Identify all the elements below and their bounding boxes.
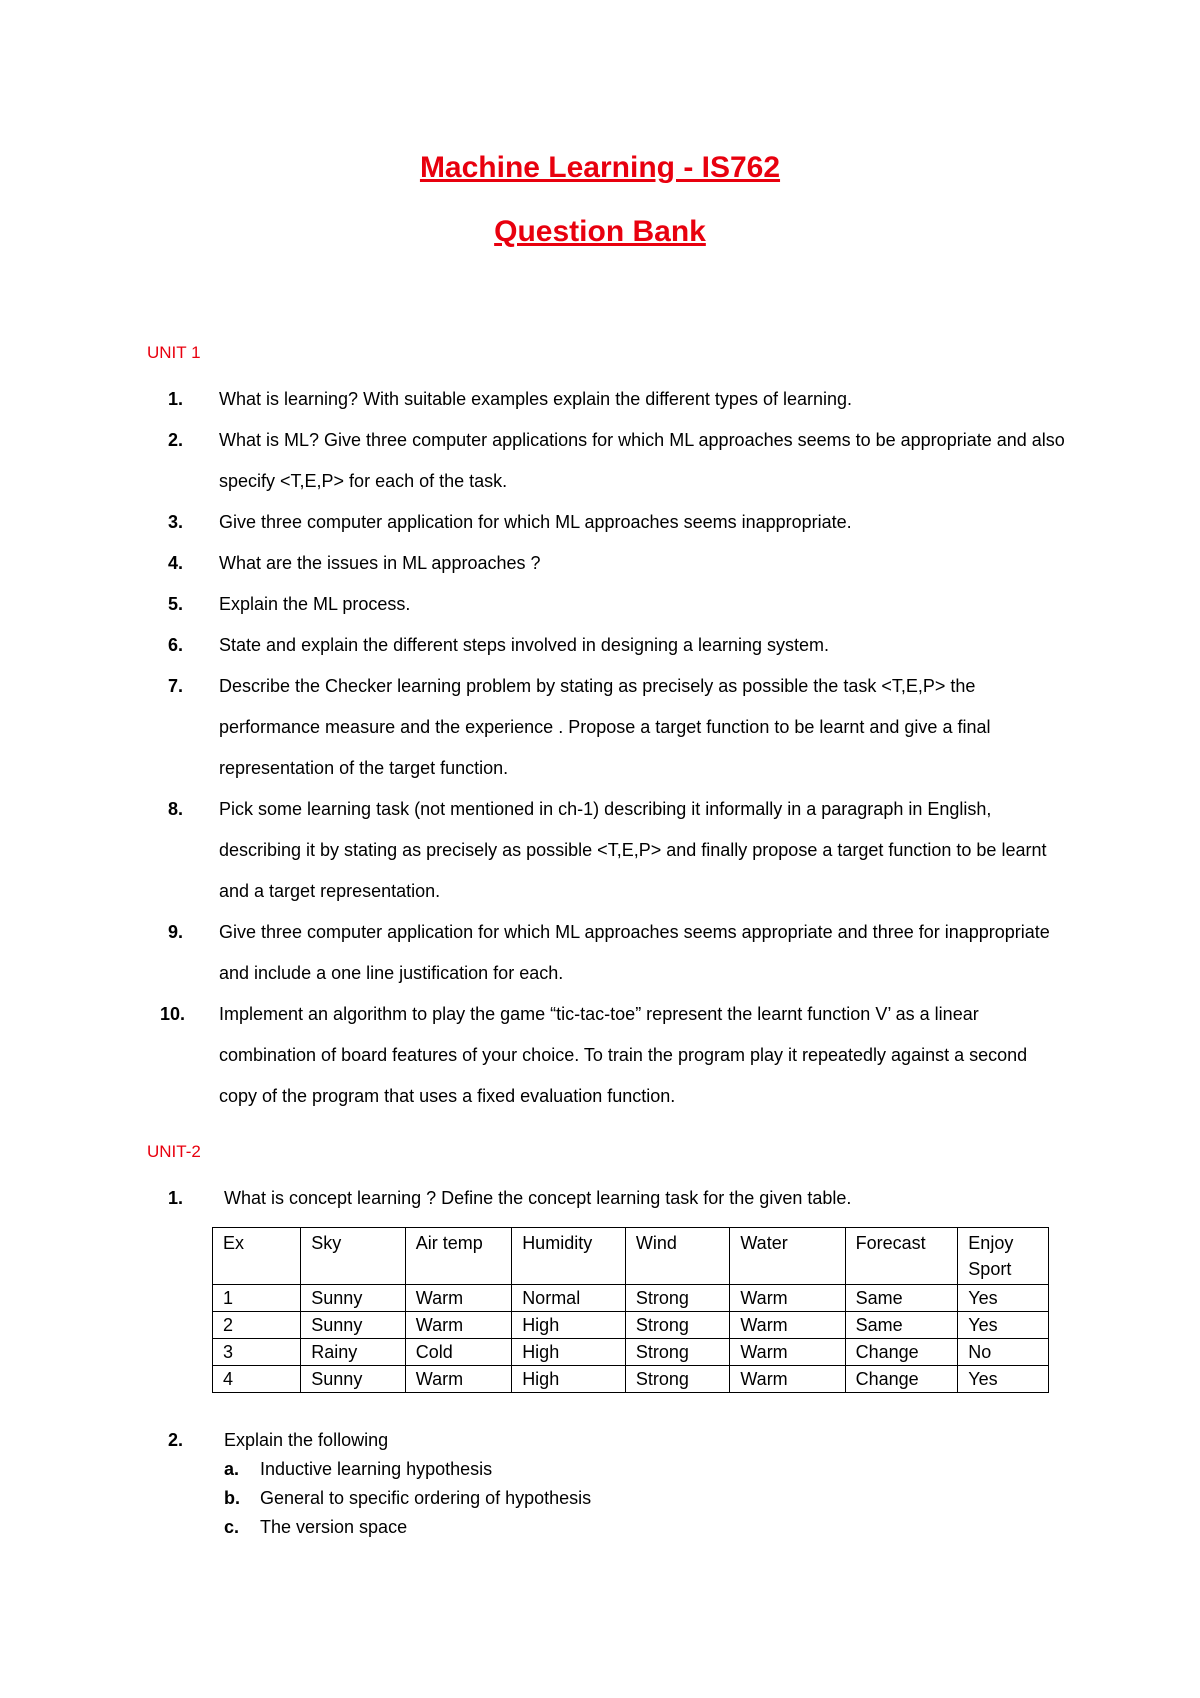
- unit-1-question-list: [0, 379, 1200, 1117]
- table-cell: 2: [213, 1312, 301, 1339]
- table-cell: Strong: [625, 1312, 730, 1339]
- document-subtitle: Question Bank: [494, 215, 706, 248]
- table-cell: Warm: [405, 1366, 511, 1393]
- table-header-cell: Wind: [625, 1228, 730, 1285]
- question-item: [0, 789, 1200, 912]
- document-header: [0, 148, 1200, 252]
- question-text: Give three computer application for which ML approaches seems appropriate and three for inappropriate and include a one line justification for each.: [219, 922, 1050, 983]
- question-number: 3.: [168, 512, 184, 532]
- question-item: [0, 379, 1200, 420]
- table-row: [213, 1312, 1049, 1339]
- table-cell: Yes: [958, 1285, 1049, 1312]
- table-header-cell: Sky: [301, 1228, 406, 1285]
- unit-2-question-2: [0, 1426, 1200, 1455]
- table-row: [213, 1285, 1049, 1312]
- question-item: [0, 543, 1200, 584]
- table-cell: High: [512, 1312, 626, 1339]
- table-cell: Same: [845, 1285, 958, 1312]
- question-number: 2.: [168, 1430, 184, 1450]
- question-number: 4.: [168, 553, 184, 573]
- question-text: Explain the following: [224, 1430, 389, 1450]
- table-cell: Same: [845, 1312, 958, 1339]
- table-cell: Yes: [958, 1312, 1049, 1339]
- question-number: 8.: [168, 799, 184, 819]
- table-cell: Warm: [730, 1366, 845, 1393]
- table-cell: Cold: [405, 1339, 511, 1366]
- table-cell: Sunny: [301, 1312, 406, 1339]
- table-cell: Rainy: [301, 1339, 406, 1366]
- question-text: Give three computer application for which ML approaches seems inappropriate.: [219, 512, 852, 532]
- unit-1-heading: UNIT 1: [147, 343, 201, 362]
- unit-2-subitem-list: [0, 1455, 1200, 1542]
- question-item: [0, 420, 1200, 502]
- question-item: [0, 994, 1200, 1117]
- table-cell: High: [512, 1339, 626, 1366]
- table-header-row: [213, 1228, 1049, 1285]
- question-text: Pick some learning task (not mentioned in ch-1) describing it informally in a paragraph in English, describing it by stating as precisely as possible <T,E,P> and finally propose a target function to be learnt and a target representation.: [219, 799, 1047, 901]
- subitem-text: Inductive learning hypothesis: [260, 1459, 493, 1479]
- question-item: [0, 912, 1200, 994]
- table-header-cell: Forecast: [845, 1228, 958, 1285]
- list-item: [0, 1513, 1200, 1542]
- question-text: What is concept learning ? Define the concept learning task for the given table.: [224, 1188, 852, 1208]
- table-cell: 3: [213, 1339, 301, 1366]
- question-number: 6.: [168, 635, 184, 655]
- subitem-letter: b.: [224, 1488, 240, 1508]
- question-item: [0, 666, 1200, 789]
- list-item: [0, 1455, 1200, 1484]
- table-cell: Change: [845, 1339, 958, 1366]
- question-item: [0, 502, 1200, 543]
- table-cell: Change: [845, 1366, 958, 1393]
- table-cell: Strong: [625, 1366, 730, 1393]
- question-number: 10.: [160, 1004, 186, 1024]
- question-number: 5.: [168, 594, 184, 614]
- table-cell: Warm: [730, 1339, 845, 1366]
- question-number: 7.: [168, 676, 184, 696]
- table-header-cell: Enjoy Sport: [958, 1228, 1049, 1285]
- table-header-cell: Ex: [213, 1228, 301, 1285]
- subitem-text: The version space: [260, 1517, 408, 1537]
- question-text: State and explain the different steps involved in designing a learning system.: [219, 635, 830, 655]
- table-cell: Warm: [730, 1312, 845, 1339]
- question-item: [0, 1426, 1200, 1455]
- table-cell: Yes: [958, 1366, 1049, 1393]
- table-cell: Strong: [625, 1285, 730, 1312]
- question-text: Implement an algorithm to play the game “tic-tac-toe” represent the learnt function V’ as a linear combination of board features of your choice. To train the program play it repeatedly against a second copy of the program that uses a fixed evaluation function.: [219, 1004, 1028, 1106]
- question-item: [0, 625, 1200, 666]
- subitem-letter: c.: [224, 1517, 240, 1537]
- subitem-letter: a.: [224, 1459, 240, 1479]
- table-cell: Warm: [730, 1285, 845, 1312]
- question-text: What is learning? With suitable examples explain the different types of learning.: [219, 389, 853, 409]
- list-item: [0, 1484, 1200, 1513]
- table-cell: Warm: [405, 1312, 511, 1339]
- table-cell: 1: [213, 1285, 301, 1312]
- question-number: 9.: [168, 922, 184, 942]
- table-header-cell: Humidity: [512, 1228, 626, 1285]
- table-cell: Normal: [512, 1285, 626, 1312]
- table-cell: Sunny: [301, 1285, 406, 1312]
- table-cell: High: [512, 1366, 626, 1393]
- question-number: 1.: [168, 389, 184, 409]
- unit-2-question-1: [0, 1178, 1200, 1219]
- question-number: 2.: [168, 430, 184, 450]
- table-header-cell: Air temp: [405, 1228, 511, 1285]
- unit-2-heading: UNIT-2: [147, 1142, 201, 1161]
- concept-learning-table: [212, 1227, 1049, 1393]
- question-item: [0, 1178, 1200, 1219]
- table-row: [213, 1339, 1049, 1366]
- table-header-cell: Water: [730, 1228, 845, 1285]
- question-text: Explain the ML process.: [219, 594, 411, 614]
- table-cell: 4: [213, 1366, 301, 1393]
- question-text: What is ML? Give three computer applications for which ML approaches seems to be appropriate and also specify <T,E,P> for each of the task.: [219, 430, 1065, 491]
- subitem-text: General to specific ordering of hypothesis: [260, 1488, 592, 1508]
- table-cell: Strong: [625, 1339, 730, 1366]
- question-number: 1.: [168, 1188, 184, 1208]
- question-item: [0, 584, 1200, 625]
- table-cell: Sunny: [301, 1366, 406, 1393]
- table-cell: No: [958, 1339, 1049, 1366]
- question-text: Describe the Checker learning problem by stating as precisely as possible the task <T,E,P> the performance measure and the experience . Propose a target function to be learnt and give a final representation of the target function.: [219, 676, 991, 778]
- document-title: Machine Learning - IS762: [419, 151, 781, 184]
- table-cell: Warm: [405, 1285, 511, 1312]
- question-text: What are the issues in ML approaches ?: [219, 553, 541, 573]
- table-row: [213, 1366, 1049, 1393]
